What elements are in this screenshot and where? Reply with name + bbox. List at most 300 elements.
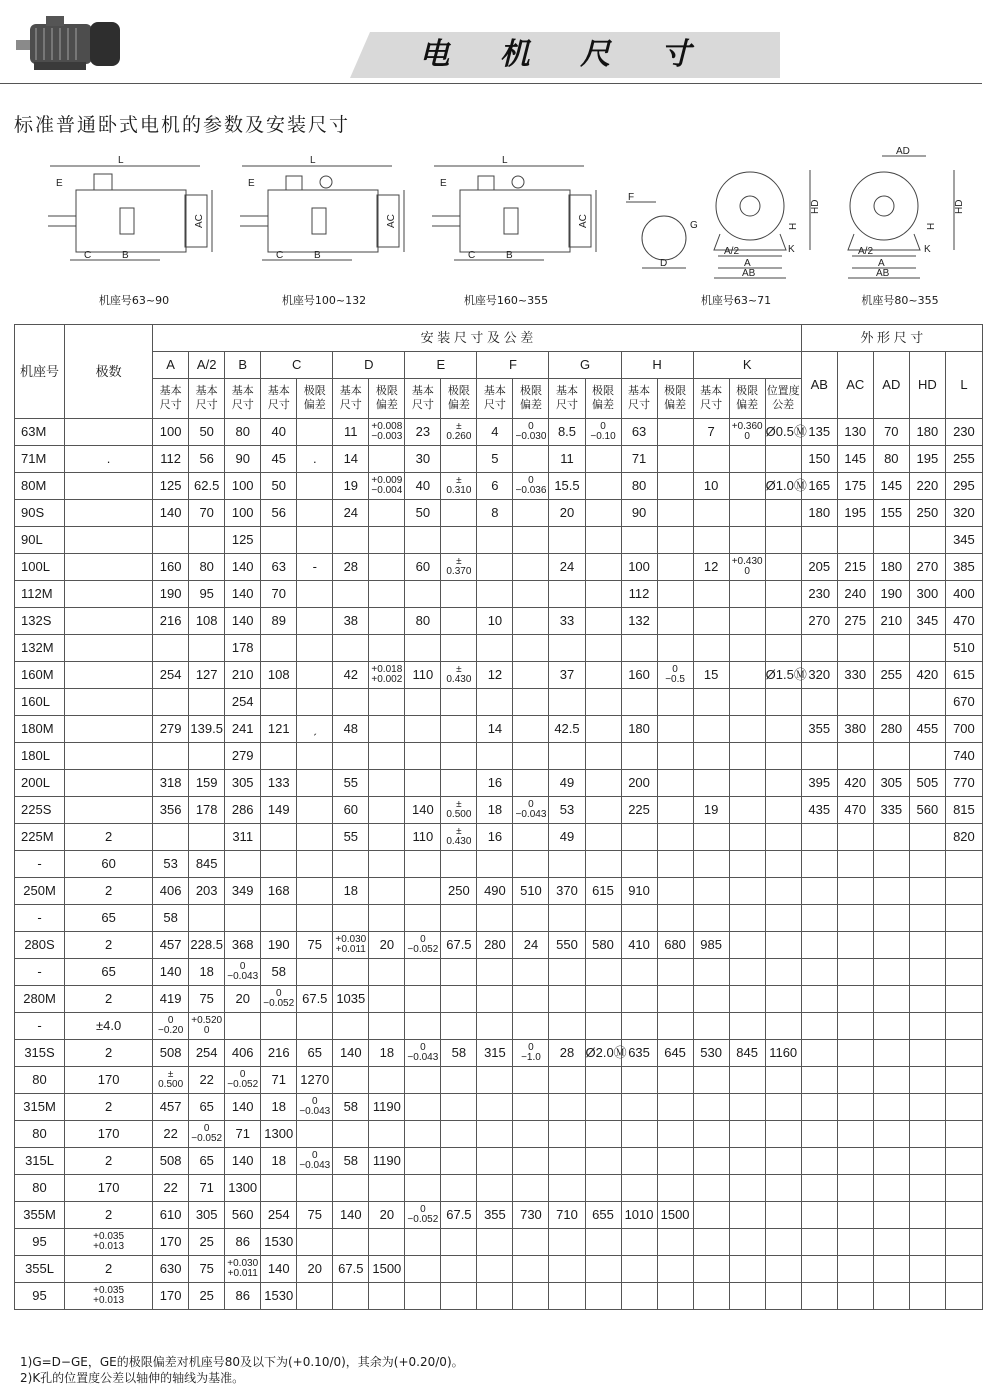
table-cell: 135 [801, 419, 837, 446]
table-cell [729, 905, 765, 932]
table-cell: 71M [15, 446, 65, 473]
table-cell [909, 635, 945, 662]
table-cell [729, 851, 765, 878]
table-cell [585, 743, 621, 770]
table-cell [837, 1283, 873, 1310]
table-cell: 86 [225, 1283, 261, 1310]
table-cell [873, 932, 909, 959]
table-cell [549, 581, 585, 608]
table-row [15, 419, 983, 446]
table-cell [65, 770, 153, 797]
table-cell [765, 1202, 801, 1229]
table-cell [405, 1067, 441, 1094]
table-cell: Ø2.0Ⓜ [585, 1040, 621, 1067]
table-cell [729, 1067, 765, 1094]
table-cell: 0 −0.052 [225, 1067, 261, 1094]
table-cell [585, 851, 621, 878]
table-cell: 270 [909, 554, 945, 581]
table-cell [837, 635, 873, 662]
table-cell: 1270 [297, 1067, 333, 1094]
table-cell [369, 527, 405, 554]
svg-text:H: H [926, 222, 937, 230]
table-cell: 560 [225, 1202, 261, 1229]
table-cell: 680 [657, 932, 693, 959]
table-cell: 18 [477, 797, 513, 824]
table-cell [549, 527, 585, 554]
table-cell [693, 770, 729, 797]
table-cell [333, 743, 369, 770]
table-row [15, 1202, 983, 1229]
table-cell: 356 [153, 797, 189, 824]
table-cell [477, 1283, 513, 1310]
table-cell [765, 716, 801, 743]
dim-AC: AC [386, 214, 397, 228]
table-cell: 70 [873, 419, 909, 446]
table-cell [477, 986, 513, 1013]
table-cell [729, 662, 765, 689]
table-cell [693, 1148, 729, 1175]
table-cell: 20 [369, 1202, 405, 1229]
table-cell: 320 [945, 500, 982, 527]
table-cell: Ø1.0Ⓜ [765, 473, 801, 500]
table-cell: 65 [297, 1040, 333, 1067]
table-cell [369, 635, 405, 662]
table-cell [801, 824, 837, 851]
table-cell [801, 851, 837, 878]
table-cell [801, 1256, 837, 1283]
table-cell: 210 [225, 662, 261, 689]
table-cell [189, 689, 225, 716]
table-cell [621, 635, 657, 662]
table-cell: 140 [225, 554, 261, 581]
table-cell [873, 743, 909, 770]
table-cell [405, 959, 441, 986]
table-cell: 89 [261, 608, 297, 635]
table-cell [801, 905, 837, 932]
table-cell: 140 [405, 797, 441, 824]
table-cell: 18 [189, 959, 225, 986]
table-cell [873, 851, 909, 878]
table-cell [801, 1148, 837, 1175]
table-cell [513, 1148, 549, 1175]
table-cell: 241 [225, 716, 261, 743]
table-cell [477, 1148, 513, 1175]
table-cell: 20 [369, 932, 405, 959]
table-cell [765, 608, 801, 635]
table-cell [405, 1256, 441, 1283]
table-cell [801, 1175, 837, 1202]
table-cell: 25 [189, 1229, 225, 1256]
table-cell: 195 [909, 446, 945, 473]
table-cell [153, 824, 189, 851]
table-cell [693, 905, 729, 932]
table-cell: 505 [909, 770, 945, 797]
table-cell [873, 1148, 909, 1175]
table-cell [333, 1121, 369, 1148]
table-cell [333, 959, 369, 986]
note-1: 1)G=D−GE，GE的极限偏差对机座号80及以下为(+0.10/0)，其余为(+0.20/0)。 [20, 1355, 464, 1369]
table-cell: 420 [837, 770, 873, 797]
table-cell: 90S [15, 500, 65, 527]
table-cell: 610 [153, 1202, 189, 1229]
table-cell: 19 [693, 797, 729, 824]
table-cell [837, 959, 873, 986]
table-cell [405, 1148, 441, 1175]
table-cell: ± 0.310 [441, 473, 477, 500]
table-cell: ±4.0 [65, 1013, 153, 1040]
subheader-limit: 极限 偏差 [513, 379, 549, 419]
table-cell: 180L [15, 743, 65, 770]
table-cell: 380 [837, 716, 873, 743]
table-cell [765, 905, 801, 932]
table-cell [549, 1013, 585, 1040]
subheader-limit: 极限 偏差 [297, 379, 333, 419]
table-cell: 100 [225, 473, 261, 500]
table-cell [729, 689, 765, 716]
subheader-limit: 极限 偏差 [441, 379, 477, 419]
table-cell: 655 [585, 1202, 621, 1229]
table-cell: 315M [15, 1094, 65, 1121]
table-cell: 700 [945, 716, 982, 743]
table-cell: 406 [225, 1040, 261, 1067]
table-cell: 2 [65, 1094, 153, 1121]
table-cell [513, 662, 549, 689]
table-cell [153, 743, 189, 770]
table-cell: 6 [477, 473, 513, 500]
table-cell [729, 635, 765, 662]
table-cell: 216 [153, 608, 189, 635]
table-cell: 270 [801, 608, 837, 635]
table-cell: 1190 [369, 1094, 405, 1121]
table-cell [729, 1202, 765, 1229]
table-cell [65, 743, 153, 770]
table-cell [585, 635, 621, 662]
table-cell: 18 [261, 1094, 297, 1121]
table-cell [585, 959, 621, 986]
table-cell [693, 635, 729, 662]
table-cell [693, 716, 729, 743]
table-cell [513, 716, 549, 743]
table-cell [369, 1229, 405, 1256]
table-cell: 70 [189, 500, 225, 527]
svg-text:AB: AB [876, 268, 890, 279]
table-cell [873, 1121, 909, 1148]
table-cell: 0 −0.052 [261, 986, 297, 1013]
table-cell [657, 905, 693, 932]
table-cell: 165 [801, 473, 837, 500]
table-cell: 0 −0.052 [405, 1202, 441, 1229]
table-cell [909, 1040, 945, 1067]
table-cell [477, 1121, 513, 1148]
table-cell [297, 743, 333, 770]
table-cell [765, 446, 801, 473]
table-cell [549, 1256, 585, 1283]
table-cell: 65 [189, 1148, 225, 1175]
table-cell: 279 [153, 716, 189, 743]
svg-text:A: A [744, 258, 751, 269]
table-cell [477, 635, 513, 662]
table-cell: 845 [729, 1040, 765, 1067]
table-cell: 335 [873, 797, 909, 824]
table-cell [225, 1013, 261, 1040]
table-cell: 355L [15, 1256, 65, 1283]
table-cell: 14 [333, 446, 369, 473]
table-cell [585, 446, 621, 473]
table-cell: 55 [333, 824, 369, 851]
table-cell [909, 1094, 945, 1121]
table-cell: +0.430 0 [729, 554, 765, 581]
table-cell [441, 689, 477, 716]
table-cell [513, 1256, 549, 1283]
dim-B: B [314, 250, 321, 261]
table-cell [909, 1067, 945, 1094]
table-cell: 190 [153, 581, 189, 608]
table-cell: 108 [189, 608, 225, 635]
svg-text:A/2: A/2 [724, 246, 740, 257]
col-frame: 机座号 [15, 325, 65, 419]
table-cell [765, 500, 801, 527]
table-cell [801, 689, 837, 716]
table-cell [477, 581, 513, 608]
subtitle: 标准普通卧式电机的参数及安装尺寸 [14, 114, 351, 136]
table-cell: 71 [261, 1067, 297, 1094]
table-cell [261, 905, 297, 932]
table-row [15, 473, 983, 500]
table-cell: 80 [15, 1067, 65, 1094]
table-cell: 145 [873, 473, 909, 500]
table-cell [441, 959, 477, 986]
table-cell: ˏ [297, 716, 333, 743]
table-cell: 275 [837, 608, 873, 635]
table-cell [621, 1175, 657, 1202]
table-cell [873, 1283, 909, 1310]
table-cell [297, 608, 333, 635]
table-cell [441, 851, 477, 878]
table-cell [801, 1040, 837, 1067]
table-cell [549, 1121, 585, 1148]
table-cell: 170 [153, 1283, 189, 1310]
table-body: 机座号 极数 安 装 尺 寸 及 公 差 外 形 尺 寸 A A/2 B C D E F G H K AB AC AD HD L 基本 尺寸 基本 尺寸 基本 尺寸 基本 尺寸 极限 偏差 基本 尺寸 极限 偏差 基本 尺寸 极限 偏差 基本 尺寸 极限 偏差 基本 尺寸 极限 偏差 基本 尺寸 极限 偏差 基本 尺寸 极限 偏差 位置度 公差 63M 100 50 80 40 11 +0.008 −0.003 23 ± 0.260 4 0 −0.030 8.5 0 −0.10 63 7 +0.360 0 Ø0.5Ⓜ 135 130 70 180 230 71M . 112 56 90 45 . 14 30 5 11 71 150 145 80 195 255 80M 125 62.5 100 50 19 +0.009 −0.004 40 ± 0.310 6 0 −0.036 15.5 80 10 Ø1.0Ⓜ 165 175 145 220 295 90S 140 70 100 56 24 50 8 20 90 180 195 155 250 320 90L 125 345 100L 160 80 140 63 - 28 60 ± 0.370 24 100 12 +0.430 0 205 215 180 270 385 112M 190 95 140 70 112 230 240 190 300 400 132S 216 108 140 89 38 80 10 33 132 270 275 210 345 470 132M 178 510 160M 254 127 210 108 42 +0.018 +0.002 110 ± 0.430 12 37 160 0 −0.5 15 Ø1.5Ⓜ 320 330 255 420 615 160L 254 670 180M 279 139.5 241 121 ˏ 48 14 42.5 180 355 380 280 455 700 180L 279 740 200L 318 159 305 133 55 16 49 200 395 420 305 505 770 225S 356 178 286 149 60 140 ± 0.500 18 0 −0.043 53 225 19 435 470 335 560 815 225M 2 311 55 110 ± 0.430 16 49 820 - 60 53 845 250M 2 406 203 349 168 18 250 490 510 370 615 910 - 65 58 280S 2 457 228.5 368 190 75 +0.030 +0.011 20 0 −0.052 67.5 280 24 550 580 410 680 985 - 65 140 18 0 −0.043 58 280M 2 419 75 20 0 −0.052 67.5 1035 - ±4.0 0 −0.20 +0.520 0 315S 2 508 254 406 216 65 140 18 0 −0.043 58 315 0 −1.0 28 Ø2.0Ⓜ 635 645 530 845 1160 80 170 ± 0.500 22 0 −0.052 71 1270 315M 2 457 65 140 18 0 −0.043 58 1190 80 170 22 0 −0.052 71 1300 315L 2 508 65 140 18 0 −0.043 58 1190 80 170 22 71 1300 355M 2 610 305 560 254 75 140 20 0 −0.052 67.5 355 730 710 655 1010 1500 95 +0.035 +0.013 170 25 86 1530 355L 2 630 75 +0.030 +0.011 140 20 67.5 1500 95 +0.035 +0.013 170 25 86 1530 [15, 325, 983, 1310]
table-cell: 0 −0.043 [297, 1094, 333, 1121]
table-cell: ± 0.500 [441, 797, 477, 824]
table-cell [513, 1094, 549, 1121]
table-cell: 10 [693, 473, 729, 500]
table-cell [585, 662, 621, 689]
table-cell: 80M [15, 473, 65, 500]
table-cell [729, 770, 765, 797]
table-cell [65, 662, 153, 689]
table-cell: 23 [405, 419, 441, 446]
table-cell: 170 [65, 1067, 153, 1094]
table-cell [621, 1013, 657, 1040]
subheader-base: 基本 尺寸 [153, 379, 189, 419]
table-cell [657, 1229, 693, 1256]
table-cell [909, 1175, 945, 1202]
table-cell: 457 [153, 932, 189, 959]
table-cell [657, 1013, 693, 1040]
table-cell [585, 905, 621, 932]
table-cell [945, 959, 982, 986]
table-cell: 0 −0.030 [513, 419, 549, 446]
table-cell: 75 [189, 986, 225, 1013]
table-cell: 530 [693, 1040, 729, 1067]
table-cell [333, 1067, 369, 1094]
table-cell [405, 581, 441, 608]
table-cell: 280 [873, 716, 909, 743]
table-cell [837, 1256, 873, 1283]
table-cell [657, 797, 693, 824]
table-cell: Ø0.5Ⓜ [765, 419, 801, 446]
table-cell [441, 716, 477, 743]
dim-E: E [56, 178, 63, 189]
table-cell [945, 1013, 982, 1040]
table-cell [801, 1283, 837, 1310]
table-cell: Ø1.5Ⓜ [765, 662, 801, 689]
table-cell: 80 [621, 473, 657, 500]
svg-text:HD: HD [810, 199, 821, 214]
table-cell [693, 959, 729, 986]
dim-L: L [118, 155, 124, 166]
table-cell: 15 [693, 662, 729, 689]
table-cell [765, 824, 801, 851]
subheader-base: 基本 尺寸 [549, 379, 585, 419]
table-row [15, 824, 983, 851]
table-cell: 645 [657, 1040, 693, 1067]
table-cell: 419 [153, 986, 189, 1013]
table-cell [693, 1256, 729, 1283]
svg-text:K: K [924, 244, 931, 255]
table-cell [297, 770, 333, 797]
table-cell: 910 [621, 878, 657, 905]
table-cell [873, 1040, 909, 1067]
table-cell [585, 716, 621, 743]
table-cell: 250M [15, 878, 65, 905]
table-cell [585, 581, 621, 608]
table-cell [729, 1256, 765, 1283]
table-cell: 560 [909, 797, 945, 824]
drawing-side-100-132 [232, 150, 412, 270]
table-cell: 255 [873, 662, 909, 689]
table-cell: 86 [225, 1229, 261, 1256]
table-cell [369, 716, 405, 743]
table-cell [693, 878, 729, 905]
table-cell: 300 [909, 581, 945, 608]
table-cell: 127 [189, 662, 225, 689]
table-cell: 14 [477, 716, 513, 743]
table-cell: +0.035 +0.013 [65, 1283, 153, 1310]
table-cell [405, 1229, 441, 1256]
table-cell: 280M [15, 986, 65, 1013]
table-cell [261, 635, 297, 662]
table-cell [621, 986, 657, 1013]
table-cell [657, 1256, 693, 1283]
table-cell: 180 [909, 419, 945, 446]
table-cell: 56 [261, 500, 297, 527]
table-cell: +0.008 −0.003 [369, 419, 405, 446]
table-cell [369, 878, 405, 905]
table-cell: 95 [15, 1283, 65, 1310]
table-cell [405, 527, 441, 554]
table-cell: 670 [945, 689, 982, 716]
table-cell [657, 1121, 693, 1148]
table-cell [549, 689, 585, 716]
table-cell: 345 [945, 527, 982, 554]
table-cell: 368 [225, 932, 261, 959]
table-row [15, 1148, 983, 1175]
subheader-base: 基本 尺寸 [333, 379, 369, 419]
table-cell [873, 1175, 909, 1202]
table-cell [585, 1094, 621, 1121]
table-cell [369, 581, 405, 608]
table-cell: 455 [909, 716, 945, 743]
table-cell [513, 905, 549, 932]
table-cell: 1530 [261, 1283, 297, 1310]
table-cell: +0.035 +0.013 [65, 1229, 153, 1256]
dim-B: B [506, 250, 513, 261]
table-cell [369, 770, 405, 797]
table-cell [369, 986, 405, 1013]
table-cell [657, 473, 693, 500]
table-cell [765, 743, 801, 770]
table-cell [333, 635, 369, 662]
subheader-base: 基本 尺寸 [621, 379, 657, 419]
table-cell: 67.5 [441, 1202, 477, 1229]
table-cell: 42 [333, 662, 369, 689]
table-cell: 2 [65, 932, 153, 959]
table-cell: 150 [801, 446, 837, 473]
table-cell [513, 527, 549, 554]
table-cell [513, 1013, 549, 1040]
caption-63-71: 机座号63~71 [700, 294, 772, 307]
table-cell [405, 1175, 441, 1202]
table-cell: ± 0.370 [441, 554, 477, 581]
table-cell: 385 [945, 554, 982, 581]
motor-photo [16, 16, 122, 72]
table-cell [873, 689, 909, 716]
table-cell: 140 [153, 500, 189, 527]
table-cell: 30 [405, 446, 441, 473]
table-cell: 80 [189, 554, 225, 581]
table-row [15, 608, 983, 635]
table-cell: 2 [65, 878, 153, 905]
table-cell: 370 [549, 878, 585, 905]
table-cell [261, 743, 297, 770]
table-cell: 63 [261, 554, 297, 581]
table-cell [909, 743, 945, 770]
table-cell: +0.009 −0.004 [369, 473, 405, 500]
table-cell [405, 905, 441, 932]
table-cell: 200L [15, 770, 65, 797]
table-cell [765, 932, 801, 959]
table-cell [909, 1283, 945, 1310]
table-cell [909, 905, 945, 932]
table-cell: 254 [225, 689, 261, 716]
table-cell [657, 716, 693, 743]
table-cell: 1010 [621, 1202, 657, 1229]
table-cell [657, 1283, 693, 1310]
table-cell [801, 1121, 837, 1148]
table-cell: 132M [15, 635, 65, 662]
table-cell [693, 1013, 729, 1040]
table-cell [549, 1148, 585, 1175]
table-cell: 220 [909, 473, 945, 500]
table-cell [729, 446, 765, 473]
table-cell [693, 1094, 729, 1121]
table-cell: 132 [621, 608, 657, 635]
table-cell: 180M [15, 716, 65, 743]
table-cell [405, 743, 441, 770]
table-cell: 16 [477, 824, 513, 851]
